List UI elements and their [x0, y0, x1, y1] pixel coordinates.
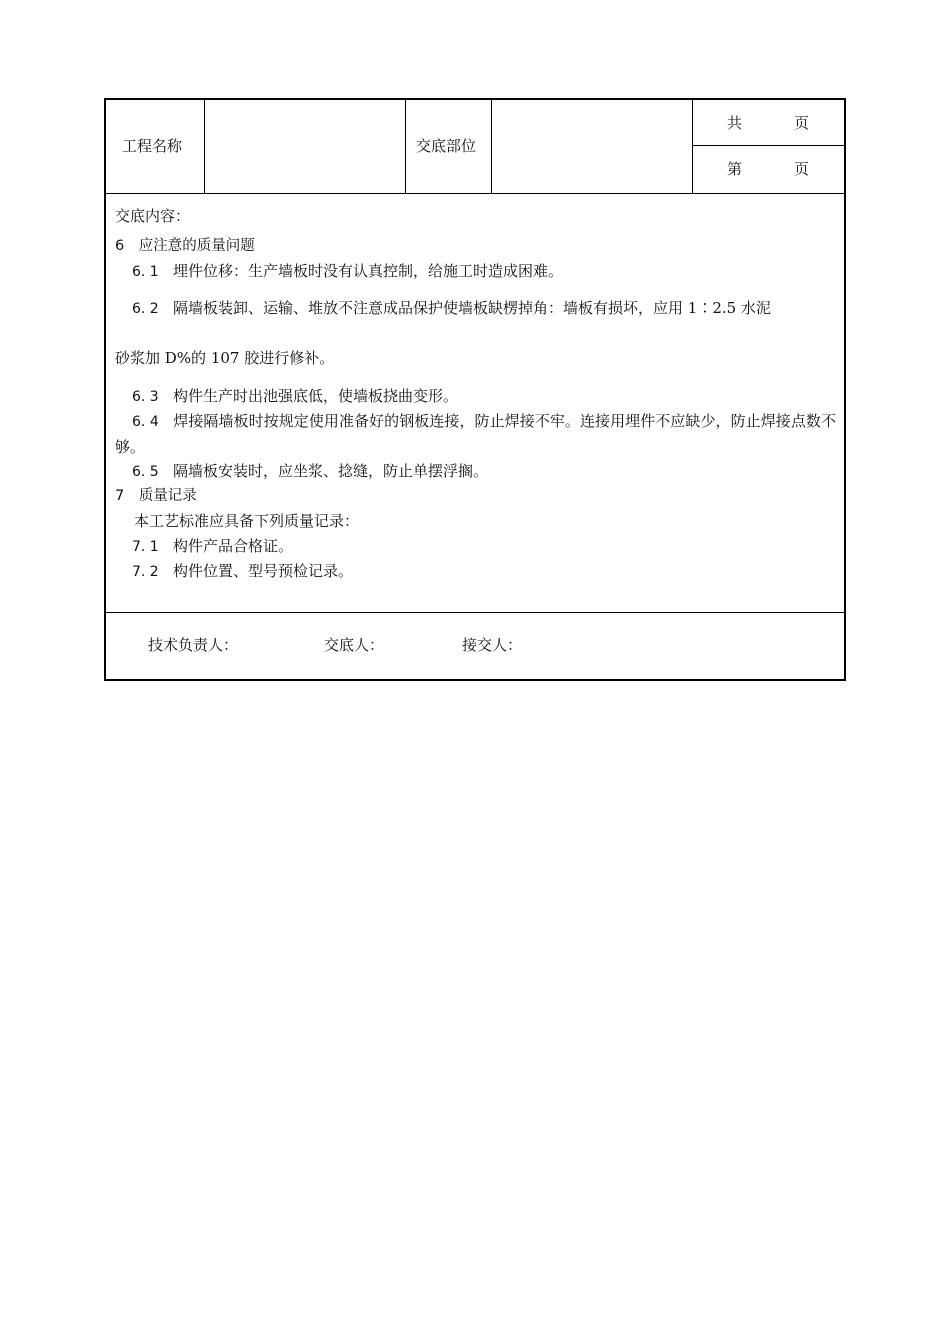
receiver-label: 接交人： — [462, 636, 523, 654]
signature-row — [106, 612, 844, 680]
item-number: 7. 1 — [132, 539, 159, 555]
handover-form — [104, 98, 846, 681]
handover-person-label: 交底人： — [324, 636, 385, 654]
form-header — [106, 100, 844, 193]
tech-lead-label: 技术负责人： — [148, 636, 239, 654]
list-item — [132, 384, 836, 410]
item-number: 6. 5 — [132, 464, 159, 480]
page-number-unit: 页 — [794, 160, 810, 178]
item-text: 埋件位移：生产墙板时没有认真控制，给施工时造成困难。 — [173, 262, 564, 280]
item-number: 7. 2 — [132, 564, 159, 580]
list-item — [132, 459, 836, 485]
project-name-label: 工程名称 — [122, 137, 183, 155]
divider — [491, 100, 492, 193]
list-item — [115, 409, 836, 460]
total-pages-unit: 页 — [794, 114, 810, 132]
divider — [405, 100, 406, 193]
divider — [692, 145, 844, 146]
section-7-intro: 本工艺标准应具备下列质量记录： — [134, 512, 360, 530]
location-label: 交底部位 — [416, 137, 477, 155]
item-text: 构件生产时出池强底低，使墙板挠曲变形。 — [173, 387, 459, 405]
item-text: 焊接隔墙板时按规定使用准备好的钢板连接，防止焊接不牢。连接用埋件不应缺少，防止焊接点数不够。 — [115, 412, 836, 456]
item-number: 6. 2 — [132, 301, 159, 317]
divider — [692, 100, 693, 193]
item-number: 6. 4 — [132, 414, 159, 430]
content-intro: 交底内容： — [115, 207, 191, 225]
divider — [204, 100, 205, 193]
list-item — [132, 296, 836, 322]
total-pages-label: 共 — [727, 114, 743, 132]
page-number-label: 第 — [727, 160, 743, 178]
list-item — [132, 259, 836, 285]
item-text: 构件位置、型号预检记录。 — [173, 562, 354, 580]
content-area — [106, 194, 844, 612]
list-item — [132, 559, 836, 585]
list-item — [132, 534, 836, 560]
item-text: 隔墙板装卸、运输、堆放不注意成品保护使墙板缺楞掉角：墙板有损坏，应用 1∶2.5 水泥 — [173, 299, 771, 317]
section-6-title: 6 应注意的质量问题 — [115, 238, 255, 254]
item-text: 隔墙板安装时，应坐浆、捻缝，防止单摆浮搁。 — [173, 462, 489, 480]
section-7-title: 7 质量记录 — [115, 488, 197, 504]
list-item-continuation: 砂浆加 D%的 107 胶进行修补。 — [115, 349, 335, 367]
item-number: 6. 1 — [132, 264, 159, 280]
item-number: 6. 3 — [132, 389, 159, 405]
item-text: 构件产品合格证。 — [173, 537, 294, 555]
